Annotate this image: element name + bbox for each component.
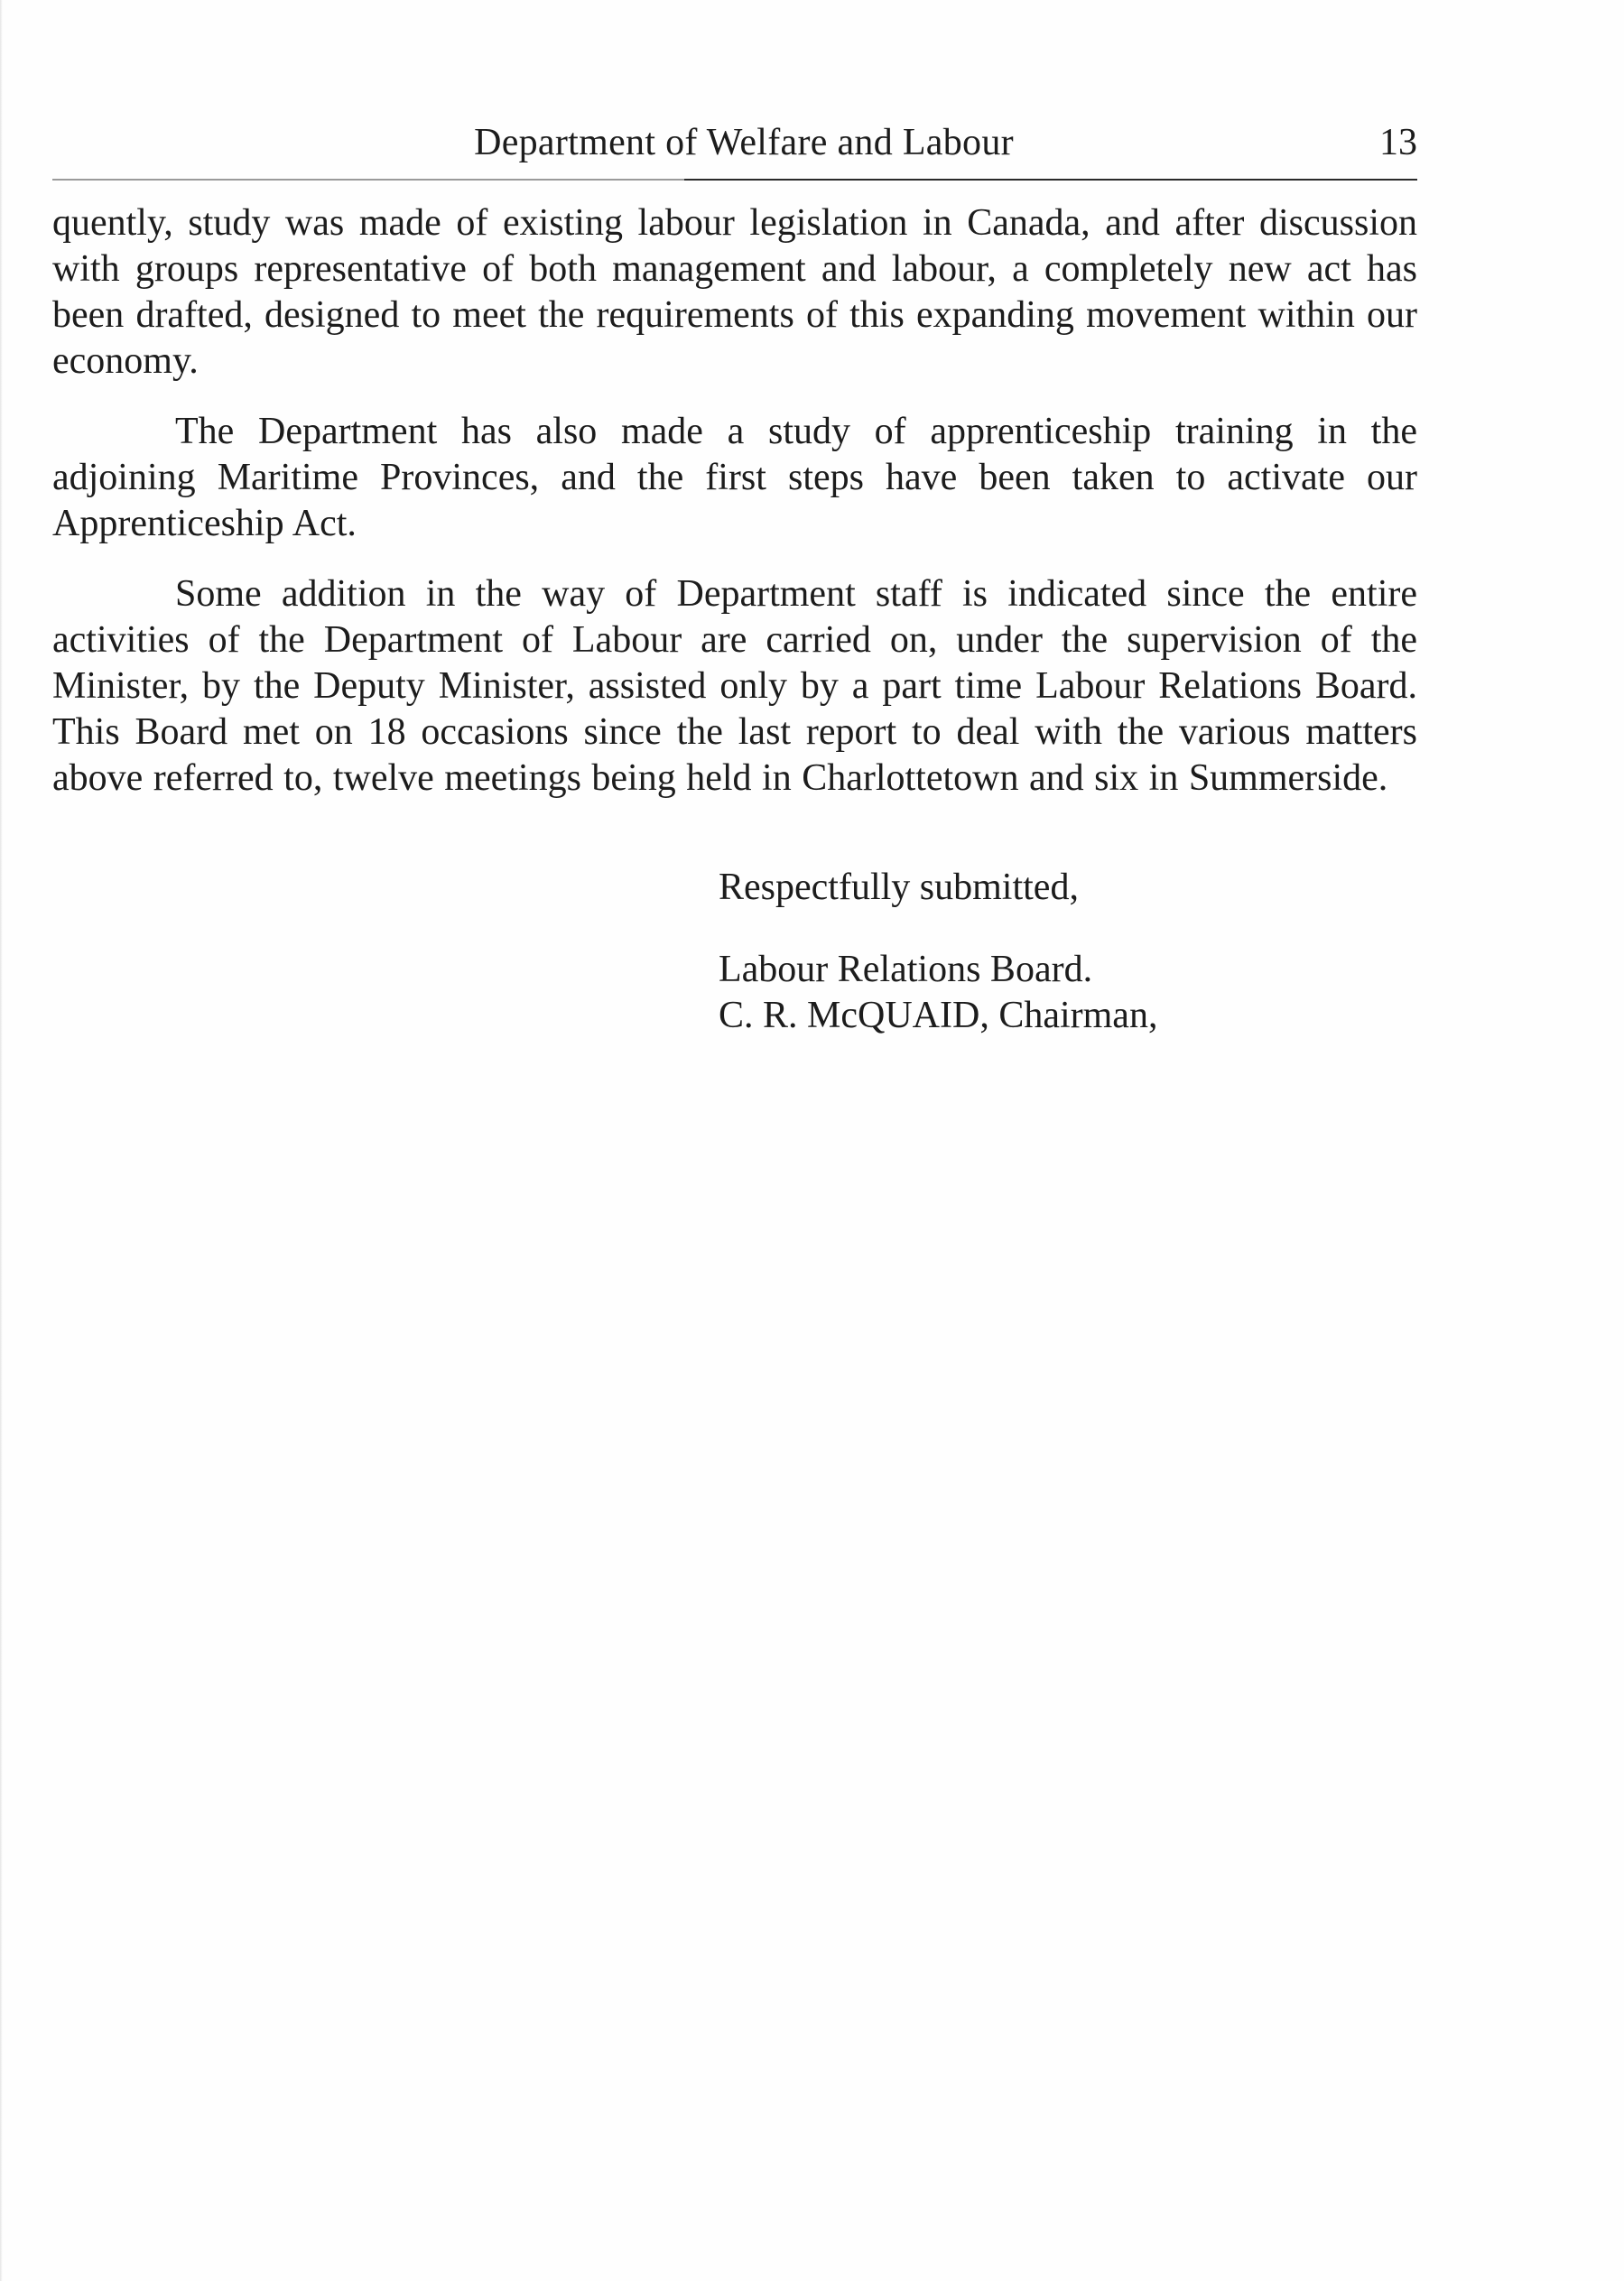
signature-organization: Labour Relations Board. [719, 949, 1093, 990]
page-edge-shadow [0, 0, 3, 2281]
paragraph-department-staff: Some addition in the way of Department staff is indicated since the entire activities of the Department of Labour are carried on, under the supervision of the Minister, by the Deputy Minister, assisted only by a part time Labour Relations Board. This Board met on 18 occasions since the last report to deal with the various matters above referred to, twelve meetings being held in Charlottetown and six in Summerside. [52, 573, 1417, 799]
body-text [52, 200, 1417, 826]
paragraph-continuation: quently, study was made of existing labour legislation in Canada, and after discussion with groups representative of both management and labour, a completely new act has been drafted, designed to meet the requirements of this expanding movement within our economy. [52, 202, 1417, 382]
page-number: 13 [1379, 122, 1417, 163]
signature-signatory: C. R. McQUAID, Chairman, [719, 995, 1158, 1036]
signature-spacer [719, 911, 1157, 947]
header-rule-faint-segment [52, 179, 684, 181]
running-head [52, 116, 1417, 181]
signature-block [719, 865, 1157, 1039]
signature-closing: Respectfully submitted, [719, 867, 1079, 908]
running-head-title: Department of Welfare and Labour [474, 122, 1014, 163]
paragraph-apprenticeship: The Department has also made a study of apprenticeship training in the adjoining Maritime Provinces, and the first steps have been taken to activate our Apprenticeship Act. [52, 411, 1417, 544]
